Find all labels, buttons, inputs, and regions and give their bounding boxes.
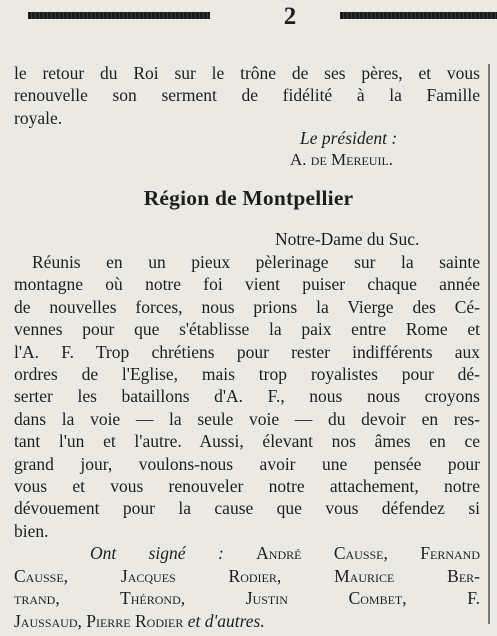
column-rule — [488, 64, 490, 624]
paragraph-line: bien. — [14, 520, 49, 541]
paragraph-line: vous et vous renouveler notre attachement, notre — [14, 476, 480, 497]
section-body — [14, 251, 480, 632]
paragraph-line: tant l'un et l'autre. Aussi, élevant nos âmes en ce — [14, 431, 480, 452]
section-place: Notre-Dame du Suc. — [275, 229, 420, 249]
paragraph-line: le retour du Roi sur le trône de ses pères, et vous — [14, 63, 480, 83]
signatories-intro: Ont signé : — [90, 543, 224, 564]
header-rule-right — [340, 12, 497, 19]
paragraph-line: royale. — [14, 107, 63, 128]
paragraph-line: l'A. F. Trop chrétiens pour rester indifférents aux — [14, 341, 480, 362]
paragraph-line: grand jour, voulons-nous avoir une pensée pour — [14, 453, 480, 474]
paragraph-line: montagne où notre foi vient puiser chaque année — [14, 274, 480, 295]
signature-name: A. de Mereuil. — [290, 150, 394, 169]
top-paragraph — [14, 62, 480, 129]
paragraph-line: Réunis en un pieux pèlerinage sur la sainte — [32, 252, 480, 272]
page-number: 2 — [283, 3, 297, 30]
signatories-names-4: Jaussaud, Pierre Rodier — [14, 610, 188, 631]
signatories-names-2: Causse, Jacques Rodier, Maurice Ber- — [14, 565, 480, 586]
signatories-names-1: André Causse, Fernand — [256, 543, 480, 564]
signatories-line — [14, 610, 480, 632]
paragraph-line: vennes pour que s'établisse la paix entre Rome et — [14, 319, 480, 340]
signature-role: Le président : — [300, 128, 398, 148]
paragraph-line: serter les bataillons d'A. F., nous nous croyons — [14, 386, 480, 407]
signatories-line — [14, 542, 480, 564]
signatories-names-3: trand, Thérond, Justin Combet, F. — [14, 588, 480, 609]
paragraph-line: dans la voie — la seule voie — du devoir en res- — [14, 408, 480, 429]
signatories-tail: et d'autres. — [187, 610, 265, 631]
paragraph-line: ordres de l'Eglise, mais trop royalistes pour dé- — [14, 364, 480, 385]
section-title: Région de Montpellier — [143, 186, 354, 210]
paragraph-line: renouvelle son serment de fidélité à la Famille — [14, 85, 480, 106]
header-rule-left — [28, 12, 210, 19]
paragraph-line: de nouvelles forces, nous prions la Vierge des Cé- — [14, 296, 480, 317]
paragraph-line: dévouement pour la cause que vous défendez si — [14, 498, 480, 519]
